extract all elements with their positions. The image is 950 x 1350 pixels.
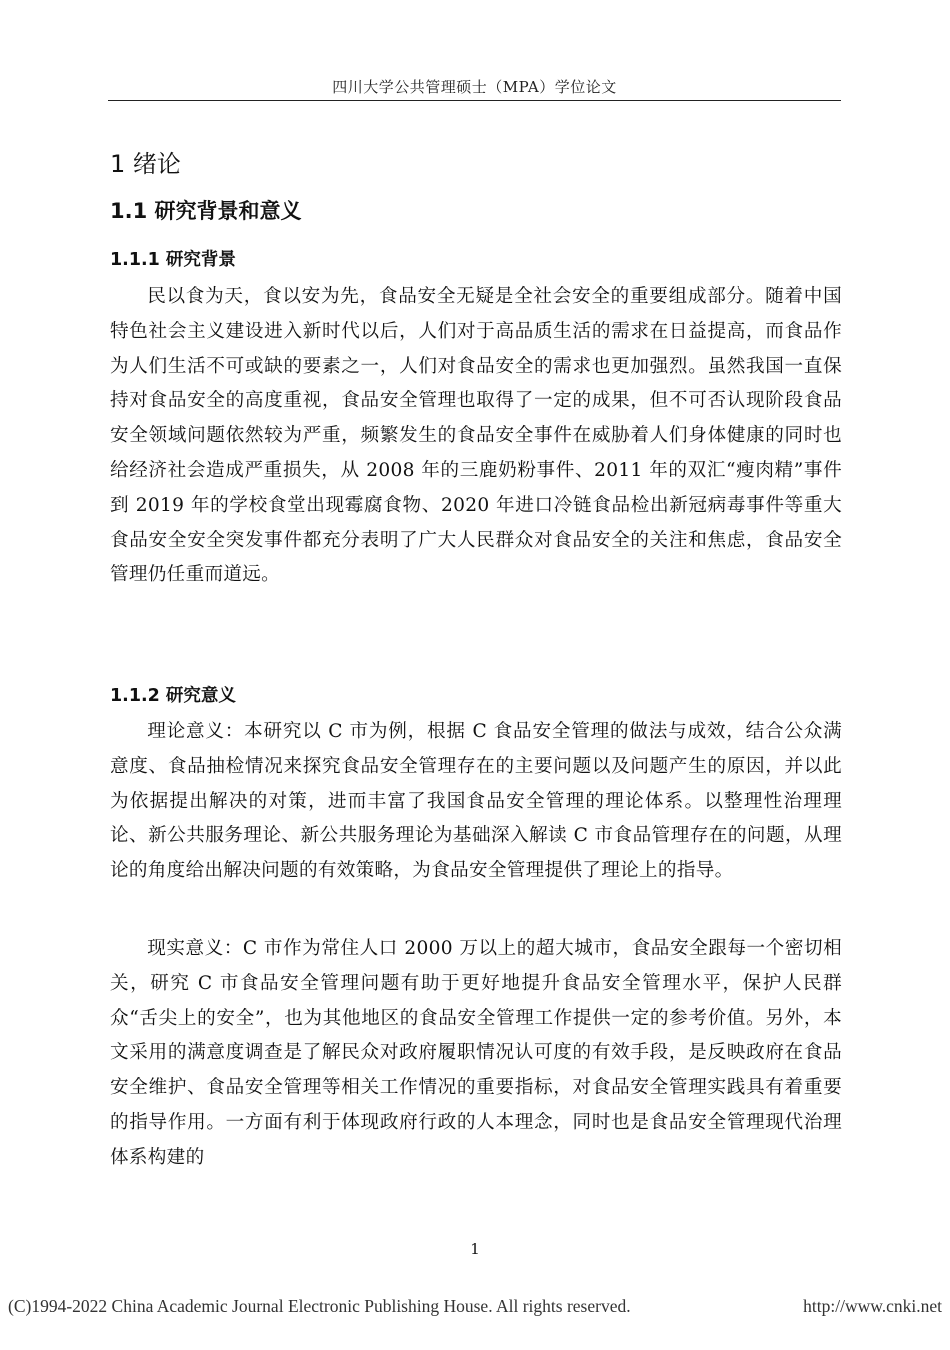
- cnki-url: http://www.cnki.net: [803, 1296, 942, 1316]
- page-number: 1: [470, 1240, 480, 1258]
- copyright-notice: (C)1994-2022 China Academic Journal Electronic Publishing House. All rights reserved.: [8, 1296, 631, 1316]
- subsection-title-significance: 1.1.2 研究意义: [110, 686, 236, 706]
- running-header: 四川大学公共管理硕士（MPA）学位论文: [332, 78, 617, 96]
- paragraph-theoretical-significance: 理论意义：本研究以 C 市为例，根据 C 食品安全管理的做法与成效，结合公众满意度、食品抽检情况来探究食品安全管理存在的主要问题以及问题产生的原因，并以此为依据提出解决的对策，进而丰富了我国食品安全管理的理论体系。以整理性治理理论、新公共服务理论、新公共服务理论为基础深入解读 C 市食品管理存在的问题，从理论的角度给出解决问题的有效策略，为食品安全管理提供了理论上的指导。: [110, 721, 842, 882]
- paragraph-background: 民以食为天，食以安为先，食品安全无疑是全社会安全的重要组成部分。随着中国特色社会主义建设进入新时代以后，人们对于高品质生活的需求在日益提高，而食品作为人们生活不可或缺的要素之一，人们对食品安全的需求也更加强烈。虽然我国一直保持对食品安全的高度重视，食品安全管理也取得了一定的成果，但不可否认现阶段食品安全领域问题依然较为严重，频繁发生的食品安全事件在威胁着人们身体健康的同时也给经济社会造成严重损失，从 2008 年的三鹿奶粉事件、2011 年的双汇“瘦肉精”事件到 2019 年的学校食堂出现霉腐食物、2020 年进口冷链食品检出新冠病毒事件等重大食品安全安全突发事件都充分表明了广大人民群众对食品安全的关注和焦虑，食品安全管理仍任重而道远。: [110, 286, 842, 586]
- paragraph-practical-significance: 现实意义：C 市作为常住人口 2000 万以上的超大城市，食品安全跟每一个密切相关，研究 C 市食品安全管理问题有助于更好地提升食品安全管理水平，保护人民群众“舌尖上的安全”，也为其他地区的食品安全管理工作提供一定的参考价值。另外，本文采用的满意度调查是了解民众对政府履职情况认可度的有效手段，是反映政府在食品安全维护、食品安全管理等相关工作情况的重要指标，对食品安全管理实践具有着重要的指导作用。一方面有利于体现政府行政的人本理念，同时也是食品安全管理现代治理体系构建的: [110, 938, 842, 1168]
- chapter-title: 1 绪论: [110, 150, 181, 178]
- header-divider: [108, 100, 841, 101]
- section-title: 1.1 研究背景和意义: [110, 199, 302, 223]
- subsection-title-background: 1.1.1 研究背景: [110, 250, 236, 270]
